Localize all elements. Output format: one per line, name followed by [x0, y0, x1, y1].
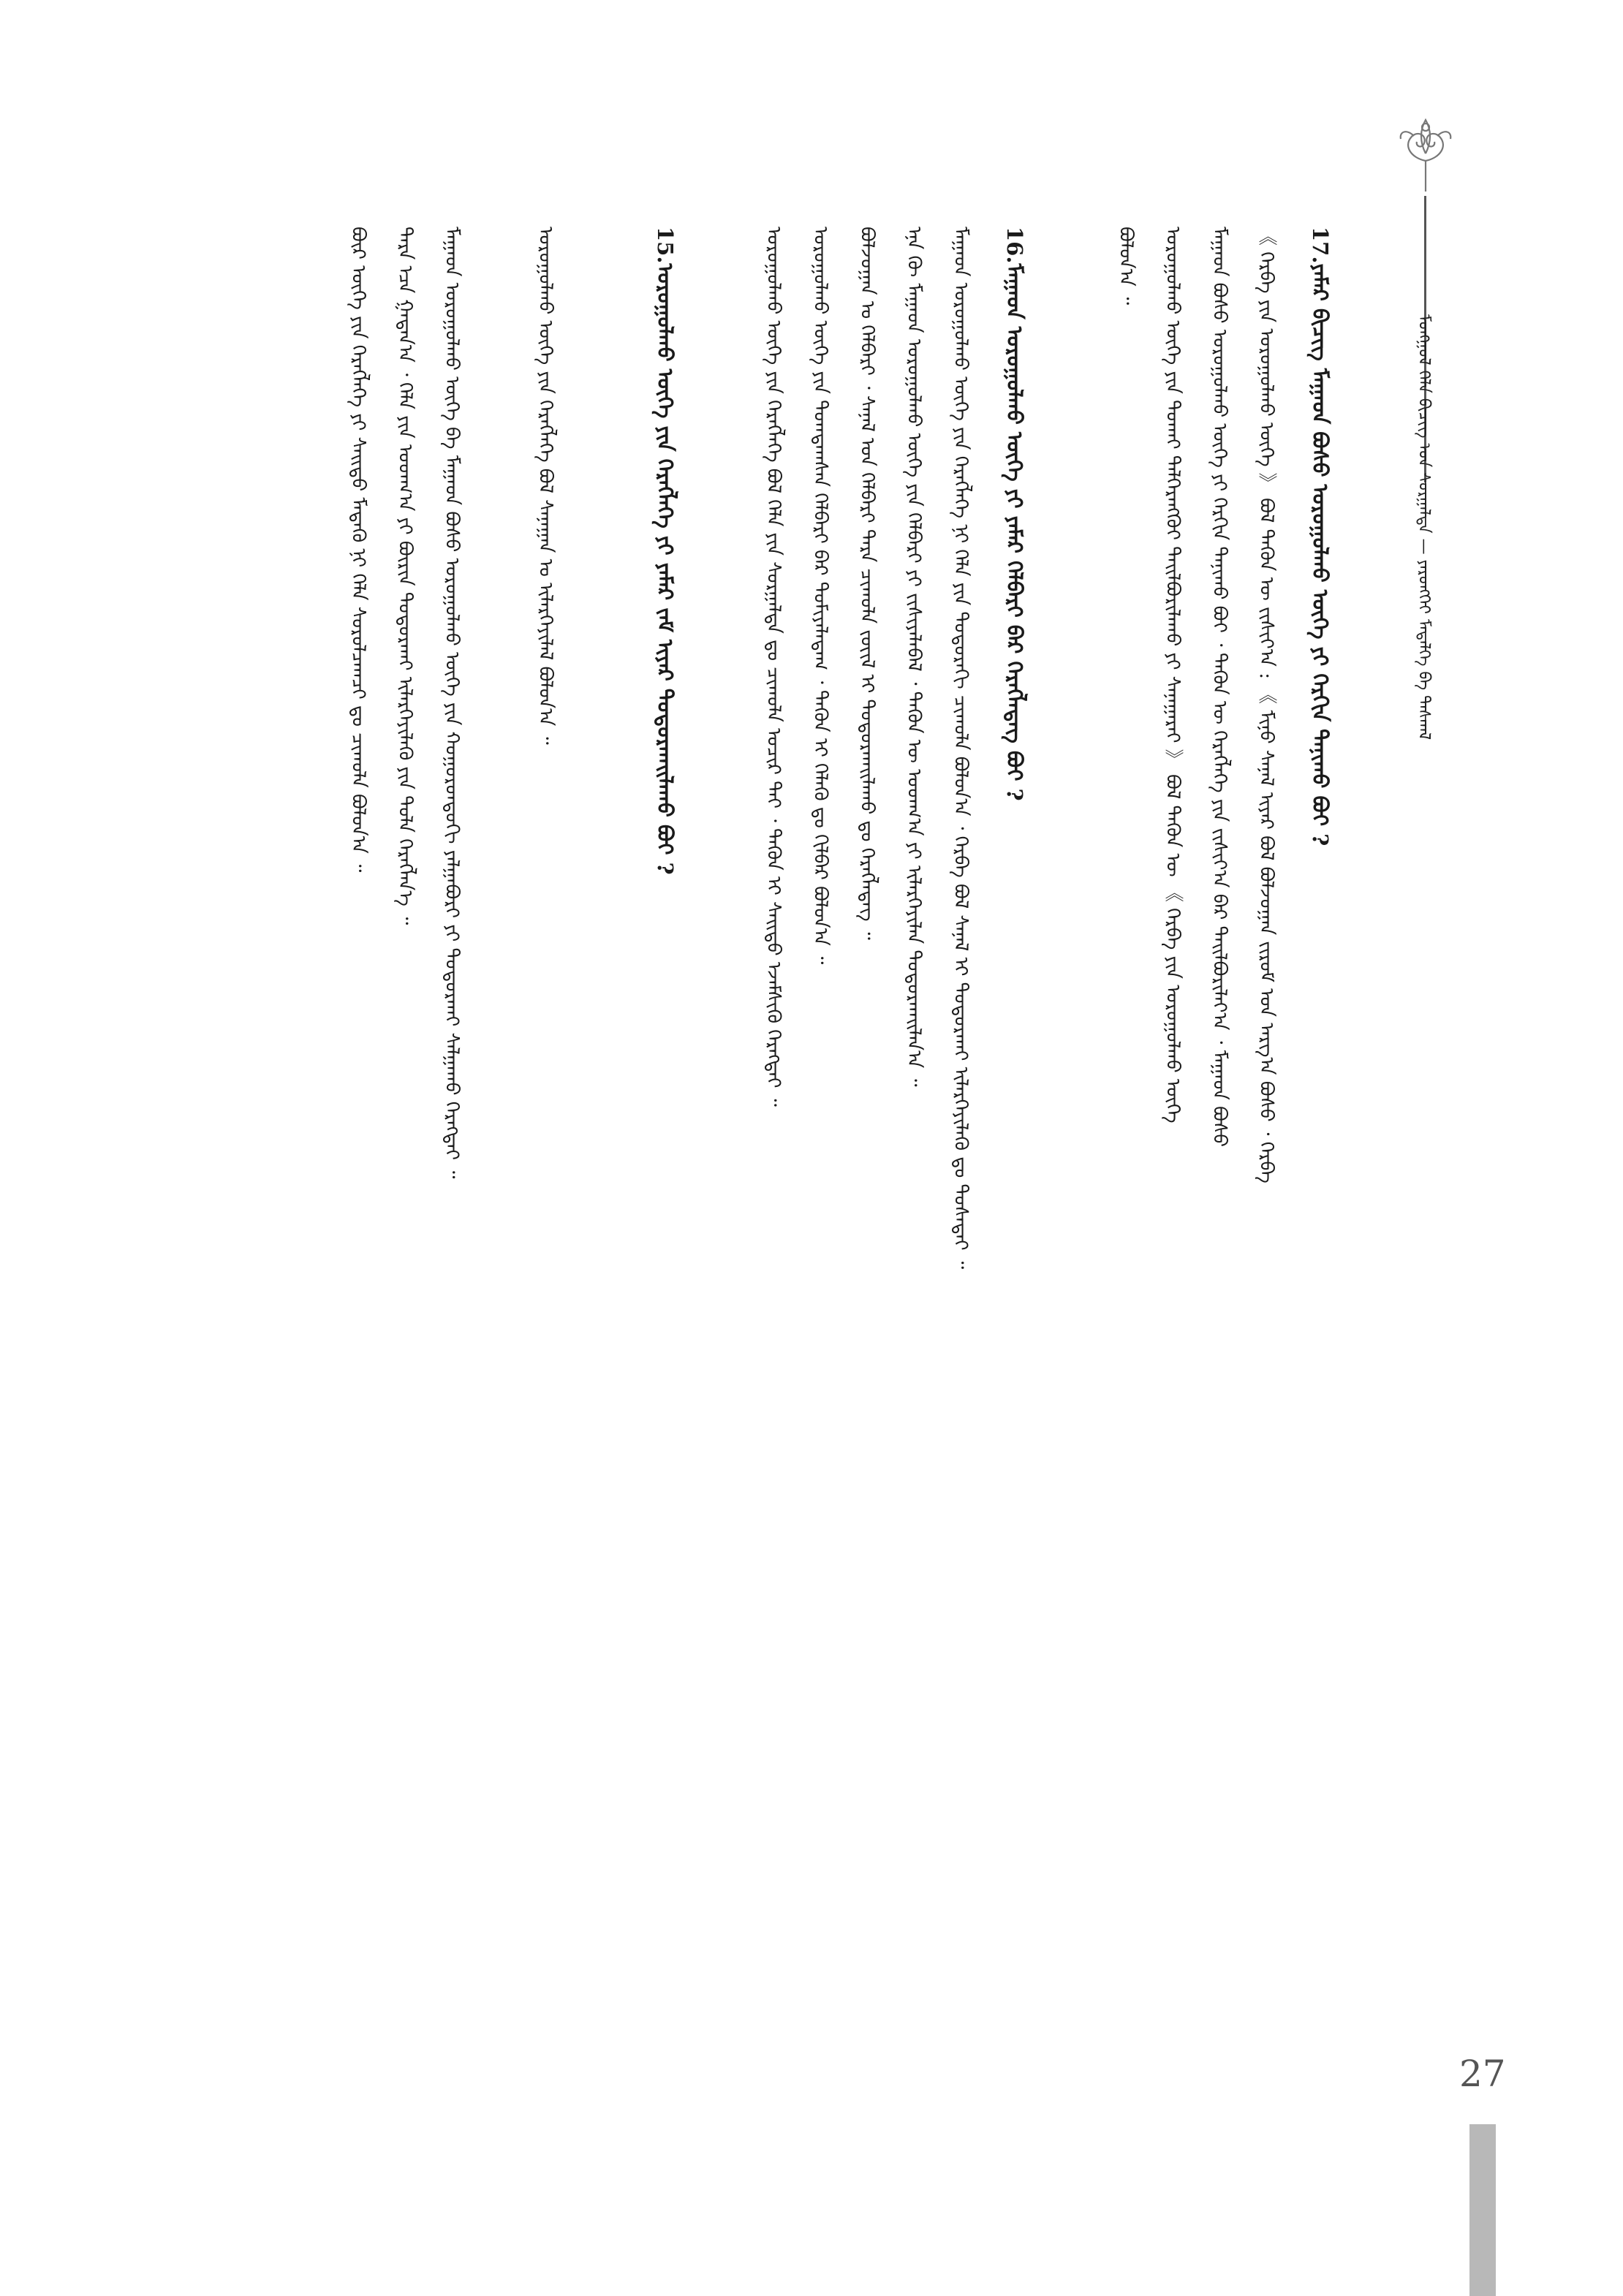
question-heading-17 [1297, 227, 1344, 2039]
paragraph-line: ᠡᠨᠡ ᠬᠦ ᠮᠠᠭᠠᠳ ᠤᠷᠤᠭᠤᠯᠬᠤ ᠦᠭᠡ ᠶᠢᠨ ᠬᠡᠯᠪᠡᠷᠢ ᠶᠢ ᠵᠢᠱᠢᠶᠡᠯᠡᠪᠡᠯ ᠂ ᠲᠡᠭᠦᠨ ᠦ ᠤᠳᠬ᠎ᠠ ᠶᠢ ᠢᠯᠡᠷᠬᠡᠶᠢᠯᠡᠨ ᠲᠣᠳᠣᠷᠬᠠᠢᠯᠠᠨ᠎ᠠ ᠃ [903, 227, 925, 1087]
running-title: ᠮᠣᠩᠭᠣᠯ ᠬᠡᠯᠡ ᠪᠢᠴᠢᠭ ᠤᠨ ᠰᠤᠷᠭᠠᠯᠳᠠ — ᠶᠡᠷᠦᠩᠬᠡᠢ ᠮᠡᠳᠡᠯᠭᠡ ᠪᠠ ᠳᠠᠰᠬᠠᠯ [1415, 314, 1433, 740]
question-text: ᠤᠷᠤᠭᠤᠯᠬᠤ ᠦᠭᠡ ᠶᠢᠨ ᠬᠡᠷᠡᠭᠯᠡᠭᠡ ᠶᠢ ᠶᠠᠮᠠᠷ ᠵᠠᠮ ᠢᠶᠠᠷ ᠲᠣᠳᠣᠷᠬᠠᠢᠯᠠᠬᠤ ᠪᠤᠢ ? [653, 263, 678, 875]
paragraph-line: ᠪᠣᠯᠤᠨ᠎ᠠ ᠃ [1115, 227, 1137, 306]
page-edge-tab [1469, 2124, 1496, 2296]
paragraph-line: ᠤᠷᠤᠭᠤᠯᠬᠤ ᠦᠭᠡ ᠶᠢᠨ ᠬᠡᠷᠡᠭᠯᠡᠭᠡ ᠪᠣᠯ ᠰᠠᠨᠠᠭᠠᠨ ᠤ ᠢᠯᠡᠷᠬᠡᠶᠢᠯᠡᠯ ᠪᠣᠯᠤᠨ᠎ᠠ ᠃ [534, 227, 556, 745]
question-heading-15 [642, 227, 689, 2039]
running-head [1382, 0, 1469, 775]
scroll-ornament-icon [1382, 110, 1469, 197]
body-text [181, 227, 1344, 2054]
paragraph-line: ᠮᠠᠭᠠᠳ ᠤᠷᠤᠭᠤᠯᠬᠤ ᠦᠭᠡ ᠶᠢᠨ ᠬᠡᠷᠡᠭᠯᠡᠭᠡ ᠨᠢ ᠬᠡᠯᠡ ᠶᠢᠨ ᠳᠣᠲᠣᠷᠠᠬᠢ ᠴᠢᠬᠤᠯᠠ ᠪᠣᠯᠤᠨ᠎ᠠ ᠂ ᠬᠡᠷᠪᠡ ᠪᠣᠯ ᠰᠠᠨᠠᠯ ᠢ ᠲᠣᠳᠣᠷᠬᠠᠢ ᠢᠯᠡᠷᠬᠡᠶᠢᠯᠡᠬᠦ ᠳᠤ ᠲᠤᠰᠠᠲᠠᠢ ᠃ [950, 227, 972, 1270]
paragraph-line: ᠤᠷᠤᠭᠤᠯᠬᠤ ᠦᠭᠡ ᠶᠢᠨ ᠲᠣᠭᠲᠠᠭᠰᠠᠨ ᠬᠡᠯᠪᠡᠷᠢ ᠪᠡᠷ ᠲᠣᠮᠢᠶᠠᠯᠠᠳᠠᠭ ᠂ ᠲᠡᠭᠦᠨ ᠢ ᠬᠡᠯᠡᠬᠦ ᠳᠤ ᠬᠢᠯᠪᠠᠷ ᠪᠣᠯᠤᠨ᠎ᠠ ᠃ [809, 227, 831, 965]
question-number: 15. [653, 227, 678, 264]
paragraph-line: ᠪᠣᠯᠵᠣᠭᠠᠨ ᠤ ᠬᠡᠯᠪᠡᠷᠢ ᠂ ᠰᠠᠨᠠᠯ ᠤᠨ ᠬᠡᠯᠪᠡᠷᠢ ᠲᠡᠷᠡ ᠴᠢᠬᠤᠯᠠ ᠵᠦᠢᠯ ᠢ ᠲᠣᠳᠣᠷᠬᠠᠢᠯᠠᠬᠤ ᠳᠤ ᠬᠡᠷᠡᠭᠯᠡᠳᠡᠭ ᠃ [856, 227, 878, 940]
question-text: ᠮᠠᠭᠠᠳ ᠤᠷᠤᠭᠤᠯᠬᠤ ᠦᠭᠡ ᠶᠢ ᠶᠠᠮᠠᠷ ᠬᠡᠯᠪᠡᠷᠢ ᠪᠡᠷ ᠬᠡᠷᠡᠭᠯᠡᠳᠡᠭ ᠪᠤᠢ ? [1002, 263, 1027, 801]
page-number: 27 [1459, 2053, 1506, 2095]
paragraph-line: ᠤᠷᠤᠭᠤᠯᠬᠤ ᠦᠭᠡ ᠶᠢᠨ ᠲᠤᠬᠠᠢ ᠳᠡᠯᠭᠡᠷᠡᠩᠭᠦᠢ ᠲᠠᠢᠯᠪᠤᠷᠢᠯᠠᠬᠤ ᠶᠢ ᠰᠠᠨᠠᠭᠠᠷᠠᠢ 》 ᠪᠣᠯ ᠲᠡᠭᠦᠨ ᠦ 《 ᠬᠡᠷᠪᠡ ᠶᠢᠨ ᠤᠷᠤᠭᠤᠯᠬᠤ ᠦᠭᠡ [1162, 227, 1184, 1124]
question-number: 16. [1002, 227, 1027, 264]
question-number: 17. [1308, 227, 1333, 264]
question-heading-16 [991, 227, 1038, 2039]
paragraph-line: ᠪᠦᠷ ᠦᠭᠡ ᠶᠢᠨ ᠬᠡᠷᠡᠭᠯᠡᠭᠡ ᠶᠢ ᠰᠠᠢᠲᠤ ᠮᠡᠳᠡᠬᠦ ᠨᠢ ᠬᠡᠯᠡ ᠰᠤᠷᠤᠯᠴᠠᠭᠴᠢ ᠳᠤ ᠴᠢᠬᠤᠯᠠ ᠪᠣᠯᠤᠨ᠎ᠠ ᠃ [347, 227, 369, 873]
paragraph-line: 《 ᠬᠡᠷᠪᠡ ᠶᠢᠨ ᠤᠷᠤᠭᠤᠯᠬᠤ ᠦᠭᠡ 》 ᠪᠣᠯ ᠲᠡᠭᠦᠨ ᠦ ᠵᠢᠱᠢᠶ᠎ᠠ : 《 ᠮᠢᠨᠦ ᠰᠠᠨᠠᠯ ᠢᠶᠠᠷ ᠪᠣᠯ ᠪᠣᠯᠵᠣᠭᠠᠨ ᠵᠢᠷᠦᠮ ᠤᠨ ᠠᠷᠭ᠎ᠠ ᠪᠤᠰᠤ ᠂ ᠬᠡᠷᠪᠡ [1255, 227, 1277, 1183]
paragraph-line: ᠲᠡᠷᠡ ᠡᠴᠡ ᠭᠠᠳᠠᠨ᠎ᠠ ᠂ ᠬᠡᠯᠡ ᠶᠢᠨ ᠤᠳᠬ᠎ᠠ ᠶᠢ ᠪᠦᠷᠢᠨ ᠲᠣᠳᠣᠷᠬᠠᠢ ᠢᠯᠡᠷᠬᠡᠶᠢᠯᠡᠬᠦ ᠶᠢᠨ ᠲᠤᠯᠠ ᠬᠡᠷᠡᠭᠯᠡᠨ᠎ᠡ ᠃ [394, 227, 416, 925]
paragraph-line: ᠮᠠᠭᠠᠳ ᠪᠤᠰᠤ ᠤᠷᠤᠭᠤᠯᠬᠤ ᠦᠭᠡ ᠶᠢ ᠬᠡᠷᠬᠢᠨ ᠲᠠᠨᠢᠬᠤ ᠪᠤᠢ ᠂ ᠲᠡᠭᠦᠨ ᠦ ᠬᠡᠷᠡᠭᠯᠡᠭᠡ ᠶᠢᠨ ᠵᠢᠱᠢᠶ᠎ᠠ ᠪᠠᠷ ᠲᠠᠢᠯᠪᠤᠷᠢᠯᠠᠶ᠎ᠠ ᠂ ᠮᠠᠭᠠᠳ ᠪᠤᠰᠤ [1208, 227, 1230, 1148]
paragraph-line: ᠮᠠᠭᠠᠳ ᠤᠷᠤᠭᠤᠯᠬᠤ ᠦᠭᠡ ᠪᠠ ᠮᠠᠭᠠᠳ ᠪᠤᠰᠤ ᠤᠷᠤᠭᠤᠯᠬᠤ ᠦᠭᠡ ᠶᠢᠨ ᠬᠣᠭᠣᠷᠣᠨᠳᠣᠬᠢ ᠶᠠᠯᠭᠠᠪᠤᠷᠢ ᠶᠢ ᠲᠣᠳᠣᠷᠬᠠᠢ ᠰᠠᠯᠭᠠᠬᠤ ᠬᠡᠷᠡᠭᠲᠡᠢ ᠃ [441, 227, 463, 1179]
paragraph-line: ᠤᠷᠤᠭᠤᠯᠬᠤ ᠦᠭᠡ ᠶᠢᠨ ᠬᠡᠷᠡᠭᠯᠡᠭᠡ ᠪᠣᠯ ᠬᠡᠯᠡ ᠶᠢᠨ ᠰᠤᠷᠭᠠᠯᠳᠠ ᠳᠤ ᠴᠢᠬᠤᠯᠠ ᠤᠴᠢᠷ ᠲᠠᠢ ᠂ ᠲᠡᠭᠦᠨ ᠢ ᠰᠠᠢᠲᠤ ᠡᠵᠡᠮᠰᠢᠬᠦ ᠬᠡᠷᠡᠭᠲᠡᠢ ᠃ [763, 227, 784, 1107]
question-text: ᠶᠠᠮᠠᠷ ᠪᠢᠴᠢᠭ ᠮᠠᠭᠠᠳ ᠪᠤᠰᠤ ᠤᠷᠤᠭᠤᠯᠬᠤ ᠦᠭᠡ ᠶᠢ ᠬᠡᠷᠬᠢᠨ ᠲᠠᠨᠢᠬᠤ ᠪᠤᠢ ? [1308, 263, 1333, 846]
